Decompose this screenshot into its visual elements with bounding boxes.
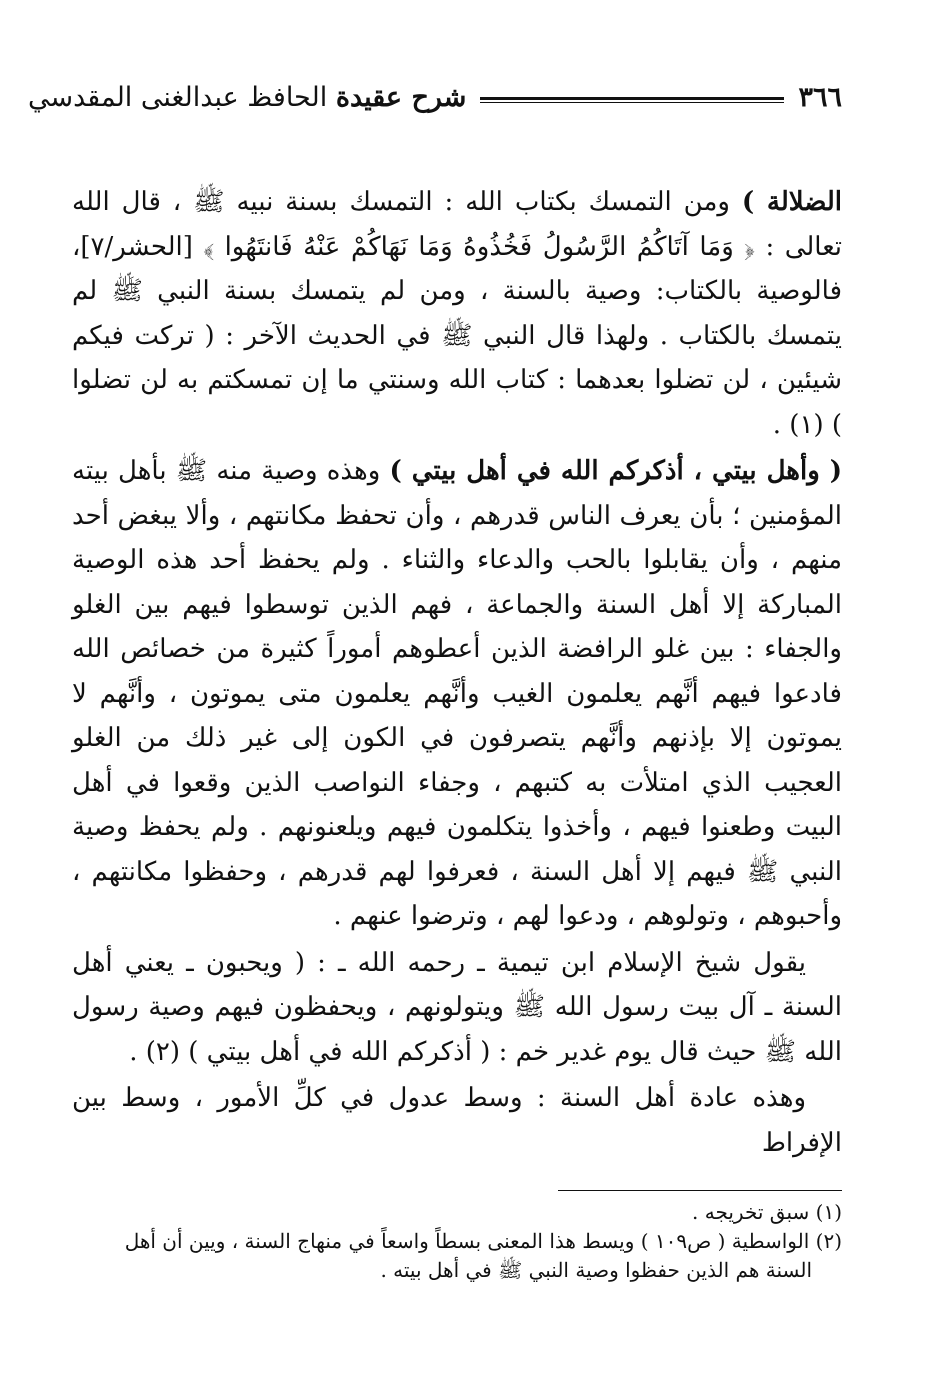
paragraph-1-lead: الضلالة ) — [741, 187, 843, 217]
paragraph-2-lead: ( وأهل بيتي ، أذكركم الله في أهل بيتي ) — [389, 456, 842, 486]
paragraph-2-text: وهذه وصية منه ﷺ بأهل بيته المؤمنين ؛ بأن يعرف الناس قدرهم ، وأن تحفظ مكانتهم ، وألا يبغض أحد منهم ، وأن يقابلوا بالحب والدعاء والثناء . ولم يحفظ أحد هذه الوصية المباركة إلا أهل السنة والجماعة ، فهم الذين توسطوا فيهم بين الغلو والجفاء : بين غلو الرافضة الذين أعطوهم أموراً كثيرة من خصائص الله فادعوا فيهم أنَّهم يعلمون الغيب وأنَّهم يعلمون متى يموتون ، وأنَّهم لا يموتون إلا بإذنهم وأنَّهم يتصرفون في الكون إلى غير ذلك من الغلو العجيب الذي امتلأت به كتبهم ، وجفاء النواصب الذين وقعوا في أهل البيت وطعنوا فيهم ، وأخذوا يتكلمون فيهم ويلعنونهم . ولم يحفظ وصية النبي ﷺ فيهم إلا أهل السنة ، فعرفوا لهم قدرهم ، وحفظوا مكانتهم ، وأحبوهم ، وتولوهم ، ودعوا لهم ، وترضوا عنهم . — [72, 456, 842, 931]
running-header — [28, 78, 842, 118]
main-text — [72, 180, 842, 1165]
paragraph-2 — [72, 449, 842, 939]
footnote-2: (٢) الواسطية ( ص١٠٩ ) ويسط هذا المعنى بسطاً واسعاً في منهاج السنة ، ويين أن أهل — [124, 1229, 842, 1253]
paragraph-3: يقول شيخ الإسلام ابن تيمية ـ رحمه الله ـ : ( ويحبون ـ يعني أهل السنة ـ آل بيت رسول الله ﷺ ويتولونهم ، ويحفظون فيهم وصية رسول الله ﷺ حيث قال يوم غدير خم : ( أذكركم الله في أهل بيتي ) (٢) . — [72, 947, 842, 1067]
footnotes — [72, 1198, 842, 1285]
book-title-bold: شرح عقيدة — [335, 82, 467, 113]
page-number: ٣٦٦ — [798, 82, 842, 113]
footnote-2-continuation: السنة هم الذين حفظوا وصية النبي ﷺ في أهل بيته . — [380, 1258, 812, 1282]
footnote-1: (١) سبق تخريجه . — [692, 1200, 842, 1224]
paragraph-4: وهذه عادة أهل السنة : وسط عدول في كلِّ الأمور ، وسط بين الإفراط — [72, 1083, 842, 1158]
book-title — [28, 78, 466, 118]
footnote-rule — [558, 1190, 842, 1191]
paragraph-1 — [72, 180, 842, 447]
header-rule — [480, 97, 784, 103]
paragraph-1-text: ومن التمسك بكتاب الله : التمسك بسنة نبيه ﷺ ، قال الله تعالى : ﴿ وَمَا آتَاكُمُ الرَّسُولُ فَخُذُوهُ وَمَا نَهَاكُمْ عَنْهُ فَانتَهُوا ﴾ [الحشر/٧]، فالوصية بالكتاب: وصية بالسنة ، ومن لم يتمسك بسنة النبي ﷺ لم يتمسك بالكتاب . ولهذا قال النبي ﷺ في الحديث الآخر : ( تركت فيكم شيئين ، لن تضلوا بعدهما : كتاب الله وسنتي ما إن تمسكتم به لن تضلوا ) (١) . — [72, 187, 842, 440]
book-title-rest: الحافظ عبدالغنى المقدسي — [28, 82, 328, 113]
